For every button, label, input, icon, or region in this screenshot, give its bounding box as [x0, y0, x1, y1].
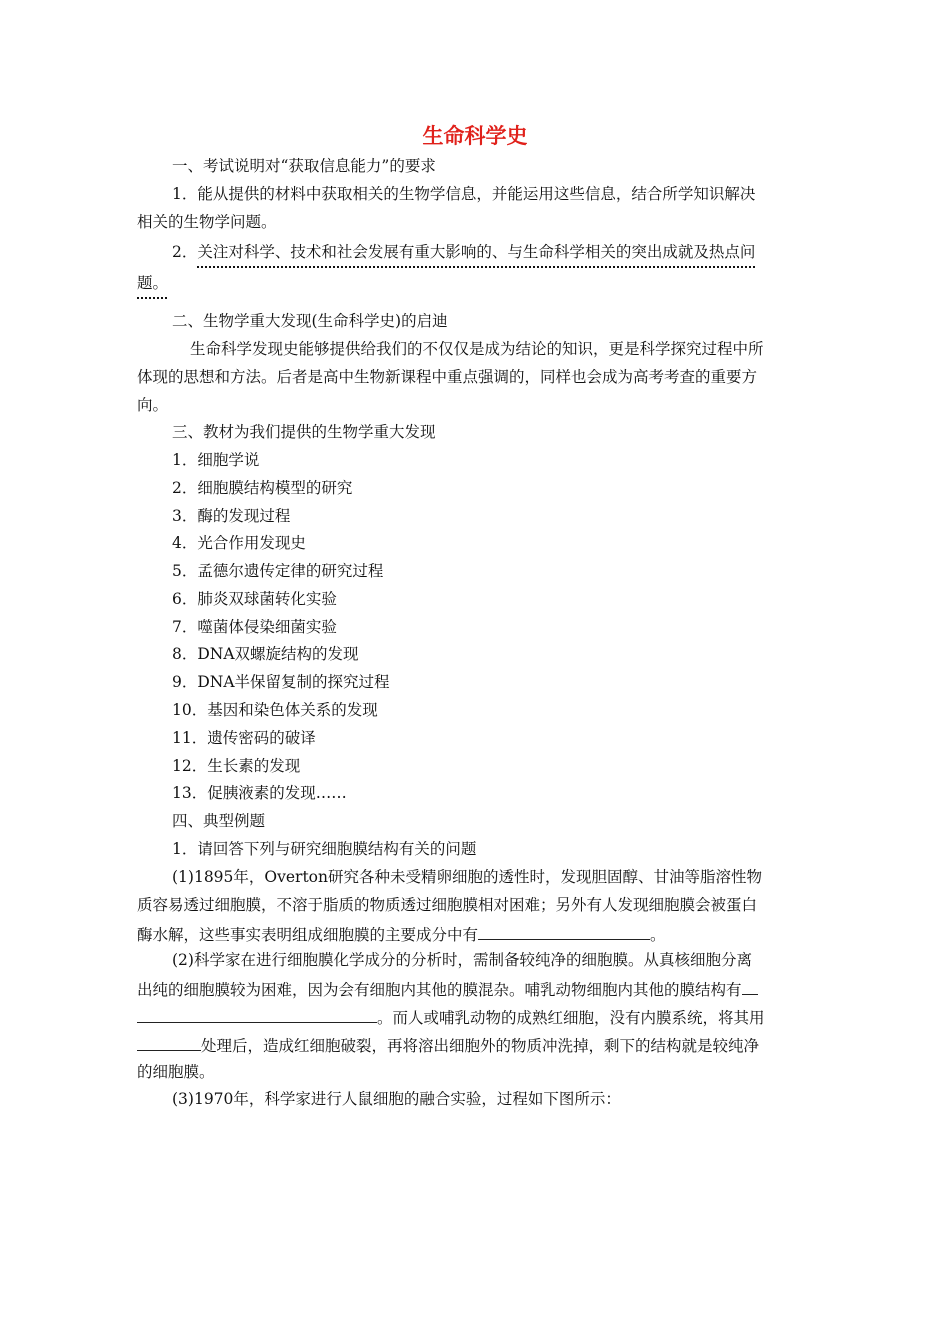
list-item: 1．细胞学说: [172, 451, 260, 469]
section1-item2-emphasis: 关注对科学、技术和社会发展有重大影响的、与生命科学相关的突出成就及热点问: [197, 243, 756, 261]
list-item: 10．基因和染色体关系的发现: [172, 701, 378, 719]
section2-para-line2: 体现的思想和方法。后者是高中生物新课程中重点强调的，同样也会成为高考考查的重要方: [137, 368, 758, 386]
q1-part2-line2-text: 出纯的细胞膜较为困难，因为会有细胞内其他的膜混杂。哺乳动物细胞内其他的膜结构有: [137, 981, 742, 999]
list-item: 6．肺炎双球菌转化实验: [172, 590, 337, 608]
q1-part2-line5: 的细胞膜。: [137, 1063, 215, 1081]
list-item: 9．DNA半保留复制的探究过程: [172, 673, 390, 691]
q1-part2-line3-text: 。而人或哺乳动物的成熟红细胞，没有内膜系统，将其用: [377, 1009, 765, 1027]
section1-item1-line1: 1．能从提供的材料中获取相关的生物学信息，并能运用这些信息，结合所学知识解决: [172, 185, 756, 203]
section1-item2-number: 2．: [172, 243, 198, 261]
answer-blank-2-start[interactable]: [742, 978, 758, 995]
q1-part2-line4-text: 处理后，造成红细胞破裂，再将溶出细胞外的物质冲洗掉，剩下的结构就是较纯净: [201, 1037, 760, 1055]
section1-item2-line1: [172, 242, 755, 262]
q1-part1-line3-text: 酶水解，这些事实表明组成细胞膜的主要成分中有: [137, 926, 479, 944]
section2-heading: 二、生物学重大发现(生命科学史)的启迪: [172, 312, 448, 330]
answer-blank-3[interactable]: [137, 1034, 201, 1051]
section1-heading: 一、考试说明对“获取信息能力”的要求: [172, 157, 436, 175]
list-item: 3．酶的发现过程: [172, 507, 291, 525]
list-item: 12．生长素的发现: [172, 757, 301, 775]
answer-blank-1[interactable]: [478, 923, 650, 940]
list-item: 2．细胞膜结构模型的研究: [172, 479, 353, 497]
list-item: 5．孟德尔遗传定律的研究过程: [172, 562, 384, 580]
list-item: 4．光合作用发现史: [172, 534, 306, 552]
q1-part3-line1: (3)1970年，科学家进行人鼠细胞的融合实验，过程如下图所示：: [172, 1090, 621, 1108]
q1-part2-line3: [137, 1006, 765, 1028]
section1-item1-line2: 相关的生物学问题。: [137, 213, 277, 231]
section4-heading: 四、典型例题: [172, 812, 266, 830]
q1-part2-line2: [137, 978, 758, 1000]
list-item: 7．噬菌体侵染细菌实验: [172, 618, 337, 636]
list-item: 8．DNA双螺旋结构的发现: [172, 645, 359, 663]
q1-part1-end: 。: [650, 926, 666, 944]
q1-part2-line4: [137, 1034, 759, 1056]
document-title: 生命科学史: [422, 123, 528, 148]
q1-part1-line1: (1)1895年，Overton研究各种未受精卵细胞的透性时，发现胆固醇、甘油等脂溶性物: [172, 868, 762, 886]
q1-part2-line1: (2)科学家在进行细胞膜化学成分的分析时，需制备较纯净的细胞膜。从真核细胞分离: [172, 951, 752, 969]
section2-para-line1: 生命科学发现史能够提供给我们的不仅仅是成为结论的知识，更是科学探究过程中所: [190, 340, 764, 358]
question1-stem: 1．请回答下列与研究细胞膜结构有关的问题: [172, 840, 477, 858]
list-item: 11．遗传密码的破译: [172, 729, 316, 747]
list-item: 13．促胰液素的发现……: [172, 784, 347, 802]
q1-part1-line2: 质容易透过细胞膜，不溶于脂质的物质透过细胞膜相对困难；另外有人发现细胞膜会被蛋白: [137, 896, 758, 914]
section1-item2-emphasis-end: 题。: [137, 274, 169, 292]
answer-blank-2[interactable]: [137, 1006, 377, 1023]
q1-part1-line3: [137, 923, 666, 945]
section1-item2-line2: [137, 273, 168, 293]
section3-heading: 三、教材为我们提供的生物学重大发现: [172, 423, 436, 441]
section2-para-line3: 向。: [137, 396, 169, 414]
